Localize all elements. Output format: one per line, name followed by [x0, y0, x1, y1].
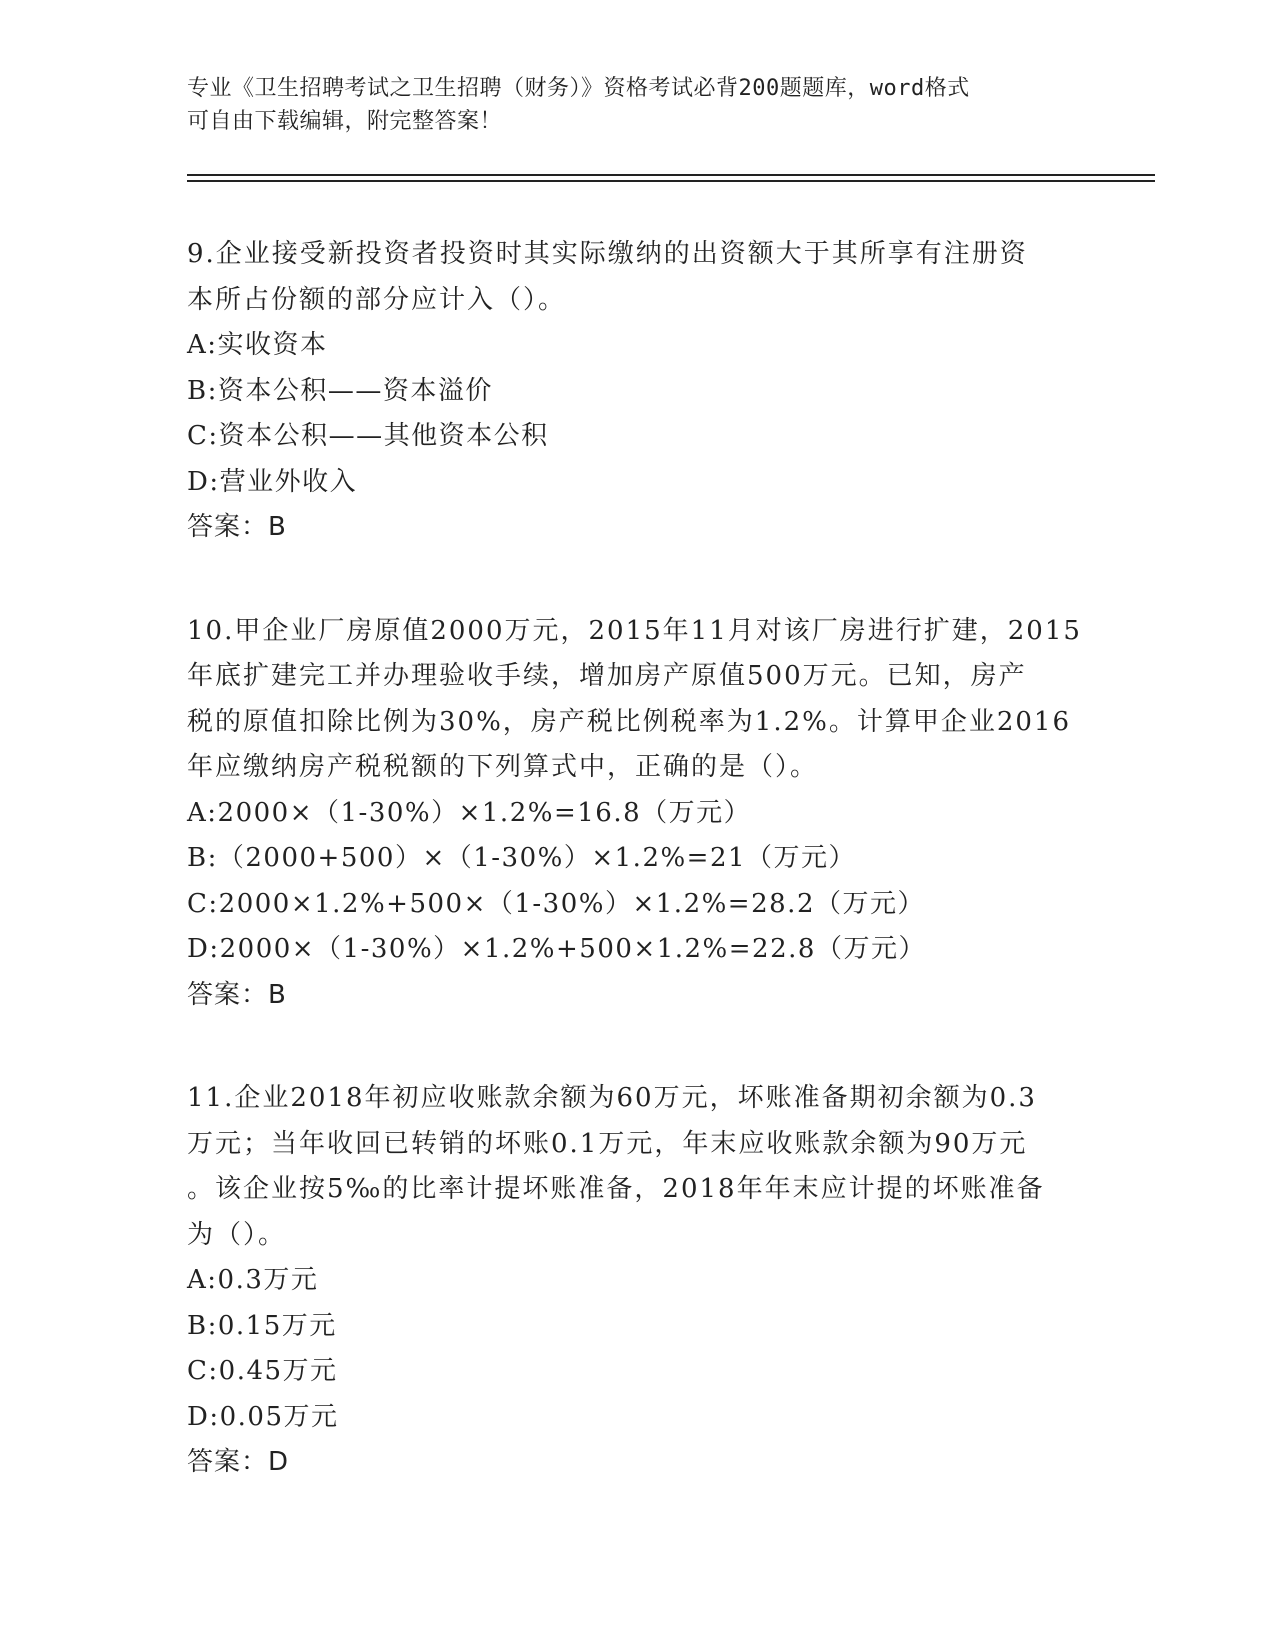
question-text	[187, 609, 1087, 791]
option-a: A:2000×（1-30%）×1.2%=16.8（万元）	[187, 797, 752, 828]
question-11	[187, 1076, 1087, 1486]
question-10	[187, 609, 1087, 1019]
header-divider-bottom	[187, 180, 1155, 182]
answer: 答案：D	[187, 1447, 290, 1477]
answer: 答案：B	[187, 979, 287, 1010]
option-c: C:2000×1.2%+500×（1-30%）×1.2%=28.2（万元）	[187, 888, 925, 919]
question-text	[187, 1076, 1087, 1258]
option-d: D:0.05万元	[187, 1401, 339, 1432]
question-text-line: 万元；当年收回已转销的坏账0.1万元，年末应收账款余额为90万元	[187, 1128, 1028, 1159]
question-text-line: 11.企业2018年初应收账款余额为60万元，坏账准备期初余额为0.3	[187, 1083, 1037, 1113]
question-9	[187, 232, 1087, 551]
answer: 答案：B	[187, 512, 287, 542]
option-a: A:0.3万元	[187, 1265, 319, 1295]
option-b: B:0.15万元	[187, 1310, 337, 1341]
header-title-line-1: 专业《卫生招聘考试之卫生招聘（财务）》资格考试必背200题题库，word格式	[187, 76, 970, 101]
option-c: C:0.45万元	[187, 1356, 338, 1386]
question-text-line: 年应缴纳房产税税额的下列算式中，正确的是（）。	[187, 752, 819, 782]
option-c: C:资本公积——其他资本公积	[187, 421, 549, 451]
option-d: D:营业外收入	[187, 466, 358, 497]
question-text-line: 年底扩建完工并办理验收手续，增加房产原值500万元。已知，房产	[187, 661, 1027, 691]
question-text-line: 9.企业接受新投资者投资时其实际缴纳的出资额大于其所享有注册资	[187, 239, 1028, 269]
header-title-line-2: 可自由下载编辑，附完整答案！	[187, 109, 503, 134]
question-text-line: 税的原值扣除比例为30%，房产税比例税率为1.2%。计算甲企业2016	[187, 706, 1072, 737]
option-a: A:实收资本	[187, 330, 328, 360]
option-d: D:2000×（1-30%）×1.2%+500×1.2%=22.8（万元）	[187, 934, 926, 964]
document-header	[187, 72, 1077, 138]
question-text	[187, 232, 1087, 323]
question-text-line: 10.甲企业厂房原值2000万元，2015年11月对该厂房进行扩建，2015	[187, 615, 1082, 646]
header-divider-top	[187, 174, 1155, 176]
option-b: B:（2000+500）×（1-30%）×1.2%=21（万元）	[187, 843, 857, 873]
question-text-line: 本所占份额的部分应计入（）。	[187, 284, 567, 315]
question-text-line: 。该企业按5‰的比率计提坏账准备，2018年年末应计提的坏账准备	[187, 1174, 1045, 1204]
option-b: B:资本公积——资本溢价	[187, 375, 493, 406]
question-list	[187, 232, 1087, 1544]
question-text-line: 为（）。	[187, 1219, 287, 1250]
